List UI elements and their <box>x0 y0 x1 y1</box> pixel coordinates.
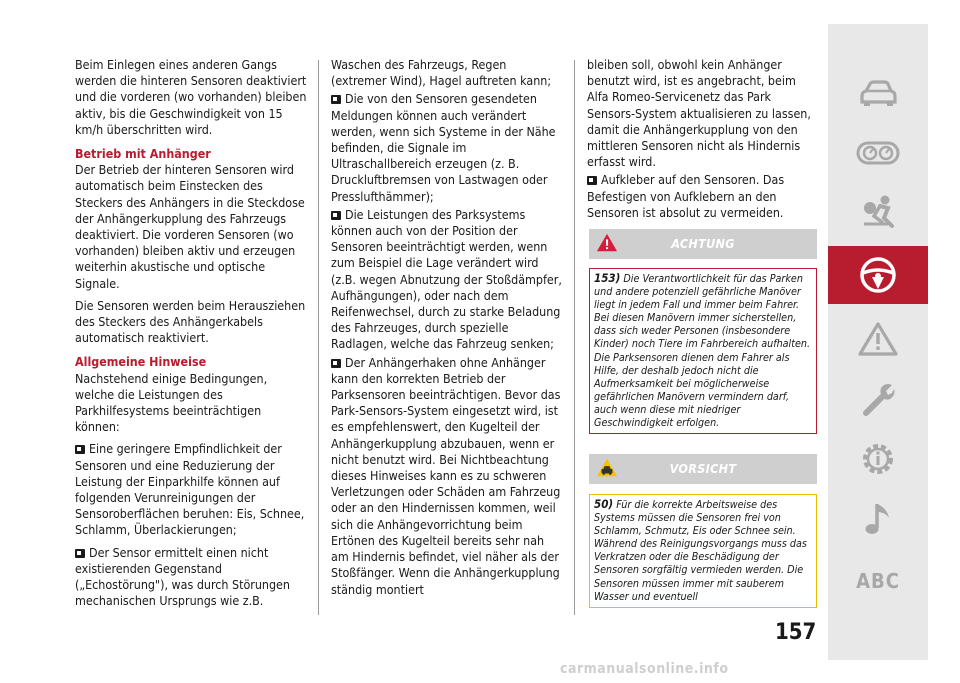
warning-triangle-icon <box>857 321 899 357</box>
sidebar-item-safety[interactable] <box>828 187 928 237</box>
paragraph: Die Sensoren werden beim Herausziehen des Steckers des Anhängerkabels automatisch reaktiviert. <box>75 297 306 346</box>
bullet-item: Eine geringere Empfindlichkeit der Sensoren und eine Reduzierung der Leistung der Einparkhilfe können auf folgenden Verunreinigungen der Sensoroberflächen beruhen: Eis, Schnee, Schlamm, Überlackierungen; <box>75 441 305 538</box>
bullet-item: Die Leistungen des Parksystems können auch von der Position der Sensoren beeinträchtigt werden, wenn zum Beispiel die Lage verändert wird (z.B. wegen Abnutzung der Stoßdämpfer, Aufhängungen), oder nach dem Reifenwechsel, durch zu starke Beladung des Fahrzeuges, durch spezielle Radlagen, welche das Fahrzeug senken; <box>331 206 562 352</box>
dashboard-icon <box>856 138 900 168</box>
section-heading-trailer: Betrieb mit Anhänger <box>75 146 211 162</box>
watermark-footer: carmanualsonline.info <box>560 661 729 677</box>
sidebar-item-multimedia[interactable] <box>828 494 928 544</box>
bullet-icon <box>331 211 341 220</box>
warning-box-title: ACHTUNG <box>589 229 817 259</box>
sidebar-item-car[interactable] <box>828 68 928 118</box>
paragraph: Beim Einlegen eines anderen Gangs werden die hinteren Sensoren deaktiviert und die vorderen (wo vorhanden) bleiben aktiv, bis die Geschwindigkeit von 15 km/h überschritten wird. <box>75 57 307 137</box>
sidebar-item-maintenance[interactable] <box>828 374 928 424</box>
bullet-icon <box>75 549 85 558</box>
abc-index-label: ABC <box>856 569 900 593</box>
paragraph: Der Betrieb der hinteren Sensoren wird automatisch beim Einstecken des Steckers des Anhängers in die Steckdose der Anhängerkupplung des Fahrzeugs deaktiviert. Die vorderen Sensoren (wo vorhanden) bleiben aktiv und erzeugen weiterhin akustische und optische Signale. <box>75 162 305 291</box>
column-3 <box>587 57 819 221</box>
column-divider <box>574 60 575 615</box>
page-number: 157 <box>775 620 817 645</box>
section-heading-general: Allgemeine Hinweise <box>75 354 207 370</box>
caution-box-text: 50) Für die korrekte Arbeitsweise des Systems müssen die Sensoren frei von Schlamm, Schmutz, Eis oder Schnee sein. Während des Reinigungsvorgangs muss das Verkratzen oder die Beschädigung der Sensoren sorgfältig vermieden werden. Die Sensoren müssen immer mit sauberem Wasser und eventuell <box>589 494 817 608</box>
column-1 <box>75 57 307 610</box>
gear-info-icon <box>858 439 898 479</box>
column-divider <box>318 60 319 615</box>
sidebar-item-technical-data[interactable] <box>828 434 928 484</box>
bullet-item: Der Anhängerhaken ohne Anhänger kann den korrekten Betrieb der Parksensoren beeinträchtigen. Bevor das Park-Sensors-System eingesetzt wird, ist es empfehlenswert, den Kugelteil der Anhängerkupplung abzubauen, wenn er nicht benutzt wird. Bei Nichtbeachtung dieses Hinweises kann es zu schweren Verletzungen oder Schäden am Fahrzeug oder an den Hindernissen kommen, weil sich die Anhängevorrichtung beim Ertönen des Kugelteil bereits sehr nah am Hindernis befindet, viel näher als der Stoßfänger. Wenn die Anhängerkupplung ständig montiert <box>331 354 561 597</box>
wrench-icon <box>858 379 898 419</box>
bullet-icon <box>587 176 597 185</box>
chapter-sidebar <box>828 24 928 660</box>
sidebar-item-emergency[interactable] <box>828 314 928 364</box>
sidebar-item-index[interactable] <box>828 556 928 606</box>
sidebar-item-dashboard[interactable] <box>828 128 928 178</box>
warning-box-text: 153) Die Verantwortlichkeit für das Parken und andere potenziell gefährliche Manöver liegt in jedem Fall und immer beim Fahrer. Bei diesen Manövern immer sicherstellen, dass sich weder Personen (insbesondere Kinder) noch Tiere im Fahrbereich aufhalten. Die Parksensoren dienen dem Fahrer als Hilfe, der deshalb jedoch nicht die Aufmerksamkeit bei möglicherweise gefährlichen Manövern vermindern darf, auch wenn diese mit niedriger Geschwindigkeit erfolgen. <box>589 268 817 434</box>
sidebar-item-driving[interactable] <box>828 246 928 304</box>
bullet-icon <box>331 359 341 368</box>
paragraph: bleiben soll, obwohl kein Anhänger benutzt wird, ist es angebracht, beim Alfa Romeo-Servicenetz das Park Sensors-System aktualisieren zu lassen, damit die Anhängerkupplung von den mittleren Sensoren nicht als Hindernis erfasst wird. <box>587 57 811 170</box>
car-icon <box>858 78 898 108</box>
airbag-person-icon <box>858 194 898 230</box>
caution-box-title: VORSICHT <box>589 454 817 484</box>
warning-box <box>589 229 817 434</box>
column-2 <box>331 57 563 598</box>
bullet-icon <box>331 95 341 104</box>
paragraph: Nachstehend einige Bedingungen, welche die Leistungen des Parkhilfesystems beeinträchtigen können: <box>75 370 268 435</box>
paragraph: Waschen des Fahrzeugs, Regen (extremer Wind), Hagel auftreten kann; <box>331 57 552 89</box>
bullet-item: Der Sensor ermittelt einen nicht existierenden Gegenstand („Echostörung"), was durch Störungen mechanischen Ursprungs wie z.B. <box>75 544 290 609</box>
steering-wheel-icon <box>858 255 898 295</box>
bullet-item: Die von den Sensoren gesendeten Meldungen können auch verändert werden, wenn sich Systeme in der Nähe befinden, die Signale im Ultraschallbereich erzeugen (z. B. Druckluftbremsen von Lastwagen oder Presslufthämmer); <box>331 91 556 204</box>
bullet-icon <box>75 445 85 454</box>
music-note-icon <box>861 500 895 538</box>
caution-box <box>589 454 817 608</box>
bullet-item: Aufkleber auf den Sensoren. Das Befestigen von Aufklebern an den Sensoren ist absolut zu vermeiden. <box>587 172 785 220</box>
